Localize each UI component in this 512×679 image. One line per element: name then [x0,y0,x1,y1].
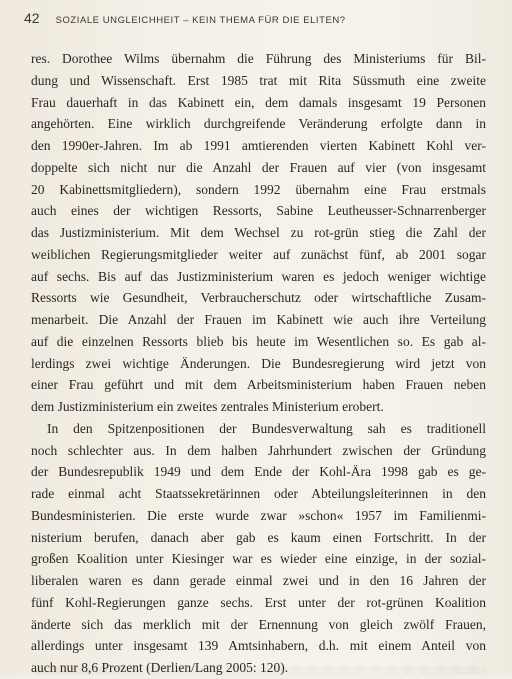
text-line: einer Frau geführt und mit dem Arbeitsministerium haben Frauen neben [31,377,486,393]
running-title: SOZIALE UNGLEICHHEIT – KEIN THEMA FÜR DIE ELITEN? [55,15,346,26]
text-line: dung und Wissenschaft. Erst 1985 trat mit Rita Süssmuth eine zweite [31,72,486,88]
text-line: änderte sich das merklich mit der Ernennung von gleich zwölf Frauen, [31,616,486,632]
text-line: großen Koalition unter Kiesinger war es wieder eine einzige, in der sozial- [31,551,486,567]
text-line: noch schlechter aus. In dem halben Jahrhundert zwischen der Gründung [31,442,486,458]
paragraph-start-line: In den Spitzenpositionen der Bundesverwaltung sah es traditionell [47,420,486,436]
text-line: nisterium berufen, danach aber gab es kaum einen Fortschritt. In der [31,529,486,545]
text-line: liberalen waren es dann gerade einmal zwei und in den 16 Jahren der [31,573,486,588]
text-line: dem Justizministerium ein zweites zentrales Ministerium erobert. [31,399,384,414]
text-line: doppelte sich nicht nur die Anzahl der Frauen auf vier (von insgesamt [31,159,486,175]
text-line: Ressorts wie Gesundheit, Verbraucherschutz oder wirtschaftliche Zusam- [31,290,486,306]
text-line: auch nur 8,6 Prozent (Derlien/Lang 2005: 120). [31,660,289,675]
running-header [24,10,494,28]
body-text [31,48,486,675]
text-line: lerdings zwei wichtige Änderungen. Die Bundesregierung wird jetzt von [31,355,486,371]
text-line: Frau dauerhaft in das Kabinett ein, dem damals insgesamt 19 Personen [31,94,486,110]
text-line: 20 Kabinettsmitgliedern), sondern 1992 übernahm eine Frau erstmals [31,181,486,197]
text-line: auch eines der wichtigen Ressorts, Sabine Leutheusser-Schnarrenberger [31,203,486,219]
next-page-bleed-through [35,666,485,675]
text-line: fünf Kohl-Regierungen ganze sechs. Erst unter der rot-grünen Koalition [31,594,486,610]
text-line: auf die einzelnen Ressorts blieb bis heute im Wesentlichen so. Es gab al- [31,333,486,349]
text-line: weiblichen Regierungsmitglieder weiter auf zunächst fünf, ab 2001 sogar [31,246,486,262]
text-line: allerdings unter insgesamt 139 Amtsinhabern, d.h. mit einem Anteil von [31,638,486,654]
text-line: auf sechs. Bis auf das Justizministerium waren es jedoch weniger wichtige [31,268,486,284]
text-line: angehörten. Eine wirklich durchgreifende Veränderung erfolgte dann in [31,116,486,132]
text-line: menarbeit. Die Anzahl der Frauen im Kabinett wie auch ihre Verteilung [31,312,486,327]
text-line: rade einmal acht Staatssekretärinnen oder Abteilungsleiterinnen in den [31,486,486,501]
page-number: 42 [24,10,40,26]
text-line: res. Dorothee Wilms übernahm die Führung des Ministeriums für Bil- [31,51,486,66]
text-line: den 1990er-Jahren. Im ab 1991 amtierenden vierten Kabinett Kohl ver- [31,138,486,153]
text-line: Bundesministerien. Die erste wurde zwar »schon« 1957 im Familienmi- [31,507,486,523]
text-line: das Justizministerium. Mit dem Wechsel zu rot-grün stieg die Zahl der [31,225,486,240]
text-line: der Bundesrepublik 1949 und dem Ende der Kohl-Ära 1998 gab es ge- [31,464,486,480]
